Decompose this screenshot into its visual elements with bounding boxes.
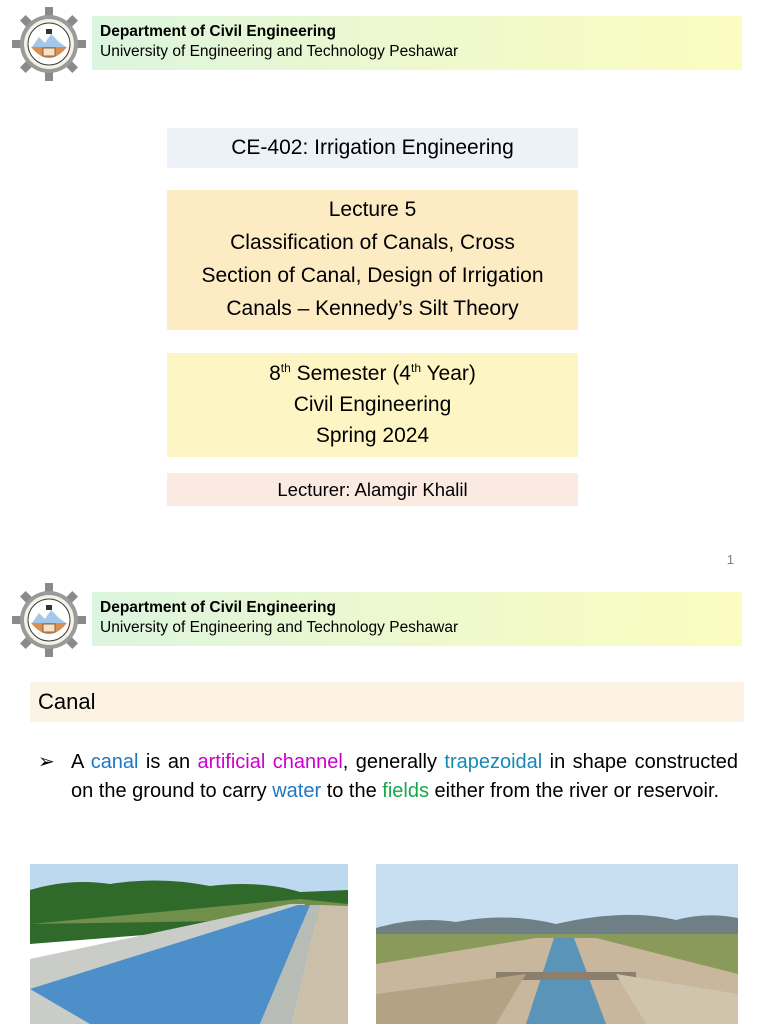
canal-definition-text: A canal is an artificial channel, generally trapezoidal in shape constructed on the ground to carry water to the fields either from the river or reservoir.	[71, 751, 738, 802]
slide-2	[0, 576, 768, 1024]
department-name: Department of Civil Engineering	[100, 23, 336, 40]
semester-line: 8th Semester (4th Year)	[269, 361, 476, 385]
course-title: CE-402: Irrigation Engineering	[167, 128, 578, 168]
department-name: Department of Civil Engineering	[100, 599, 336, 616]
lecture-number: Lecture 5	[328, 198, 417, 221]
term-name: Spring 2024	[315, 424, 430, 447]
program-name: Civil Engineering	[293, 393, 452, 416]
canal-photo-1	[30, 864, 348, 1024]
term-canal: canal	[90, 751, 139, 773]
page-number: 1	[726, 552, 734, 567]
uet-logo-icon	[12, 7, 86, 81]
semester-box	[167, 353, 578, 457]
canal-definition-bullet	[38, 748, 738, 805]
header-banner	[92, 592, 742, 646]
university-name: University of Engineering and Technology Peshawar	[100, 43, 459, 60]
lecture-title-box	[167, 190, 578, 330]
university-name: University of Engineering and Technology Peshawar	[100, 619, 459, 636]
lecture-topic-line-2: Section of Canal, Design of Irrigation	[201, 264, 544, 287]
uet-logo-icon	[12, 583, 86, 657]
header-banner	[92, 16, 742, 70]
term-trapezoidal: trapezoidal	[444, 751, 543, 773]
term-fields: fields	[382, 779, 429, 802]
slide-title: Canal	[38, 689, 96, 714]
term-artificial-channel: artificial channel	[197, 751, 343, 773]
lecturer-name: Lecturer: Alamgir Khalil	[167, 473, 578, 506]
lecture-topic-line-3: Canals – Kennedy’s Silt Theory	[226, 297, 519, 320]
lecture-topic-line-1: Classification of Canals, Cross	[230, 231, 515, 254]
bullet-arrow-icon: ➢	[38, 751, 55, 773]
term-water: water	[272, 779, 322, 802]
slide-title-bar	[30, 682, 744, 722]
canal-photo-2	[376, 864, 738, 1024]
